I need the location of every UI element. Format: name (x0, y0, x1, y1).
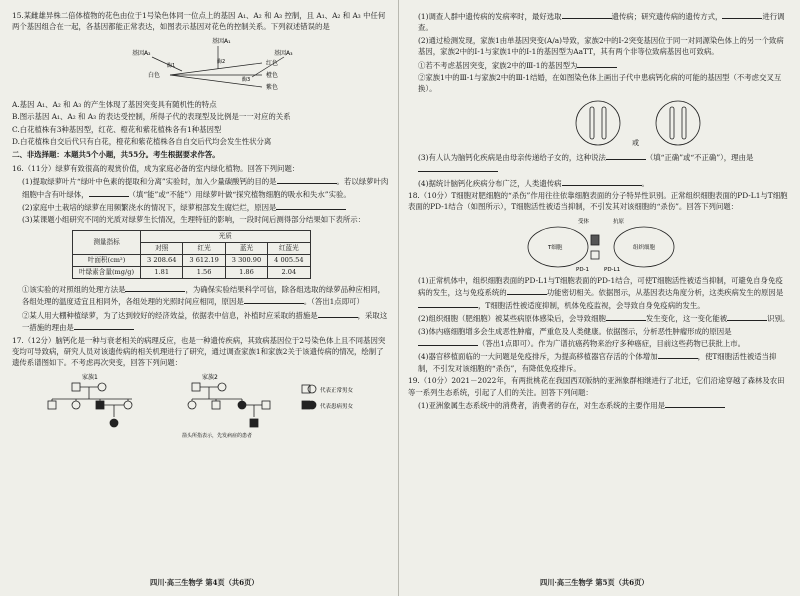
q18-blank-1 (507, 286, 547, 295)
q17-stem: 17.（12分）脑钙化是一种与衰老相关的病理反应，也是一种遗传疾病，其致病基因位于2号染色体上且不同基因突变均可导致病，研究人员对该遗传病的相关机理进行了研究，通过调查家族1和家族2关于该遗传病的情况，绘制了遗传系谱图如下。不考虑再次突变，回答下列问题： (12, 335, 386, 368)
q17-part2: (2)通过检测发现，家族1由单基因突变(A/a)导致，家族2中的Ⅰ-2突变基因位于同一对同源染色体上的另一个致病基因，家族2中的Ⅰ-1与家族1中的Ⅰ-1的基因型为AaTT，其有两个非等位致病基因也可致病。 (418, 35, 784, 57)
q16-stem: 16.（11分）绿萝有致很高的观赏价值，成为家庭必备的室内绿化植物。回答下列问题： (12, 163, 300, 173)
q16-blank-6 (318, 309, 358, 318)
q18-p2c-text: 识别。 (767, 314, 790, 324)
q16-p2-text: (2)家庭中土栽培的绿萝在用频繁浇水的情况下，绿萝根部发生腐烂烂，原因是 (22, 203, 277, 213)
q16-table-item2 (12, 309, 390, 334)
q17-p2a-text: ①若不考虑基因突变，家族2中的Ⅲ-1的基因型为 (418, 60, 578, 70)
table-row (73, 266, 311, 278)
q16-part1 (12, 175, 390, 200)
diagram-label-gene-a1: 基因A₁ (212, 37, 231, 45)
q15-option-c: C.白花植株有3种基因型，红花、橙花和紫花植株各有1种基因型 (12, 124, 222, 134)
pedigree-note: 箭头所指表示，先发病症的患者 (182, 432, 253, 439)
q18-blank-2 (418, 299, 478, 308)
q18-p1-text: (1)正常机体中，组织细胞表面的PD-L1与T细胞表面的PD-1结合，可使T细胞活性被适当抑制，可避免自身免疫病的发生，这与免疫系统的 (418, 275, 783, 298)
q18-part2 (408, 312, 790, 324)
table-cell: 3 300.90 (225, 254, 267, 266)
table-cell: 3 208.64 (141, 254, 183, 266)
diagram-label-purple: 紫色 (266, 83, 279, 91)
diagram-label-gene-a2: 基因A₂ (132, 49, 151, 57)
table-header-light: 光质 (141, 230, 311, 242)
table-cell: 4 005.54 (268, 254, 310, 266)
q16-p1-text: (1)提取绿萝叶片“绿叶中色素的提取和分离”实验时，加入少量碳酸钙的目的是 (22, 177, 277, 187)
q16-part2 (12, 201, 390, 213)
q18-part4 (408, 350, 790, 374)
q18-part1 (408, 275, 790, 311)
table-cell: 1.86 (225, 266, 267, 278)
diagram-label-enzyme2: 酶2 (217, 58, 226, 65)
q17-part2a (408, 59, 790, 71)
table-header-row (73, 230, 311, 242)
chromosome-2 (602, 107, 606, 139)
chromosome-1 (590, 107, 594, 139)
q17-blank-1 (562, 10, 612, 19)
q16-part3: (3)某课题小组研究不同的光质对绿萝生长情况，生理特征的影响，一段时间后测得部分结果如下表所示： (22, 215, 366, 225)
pedigree-male-normal (72, 383, 80, 391)
q18-tcell-figure (408, 215, 790, 273)
column-divider (398, 0, 399, 596)
pedigree-legend-normal: 代表正常男女 (320, 387, 354, 394)
q18-p3-text: (3)体内癌细胞增多会生成恶性肿瘤，严重危及人类健康。依据图示，分析恶性肿瘤形成的原因是 (418, 326, 732, 336)
q17-p4b-text: 。 (641, 178, 649, 188)
diagram-arrows (152, 46, 284, 87)
q16-p1b-text: 。若以绿萝叶肉细胞中含有叶绿体， (22, 177, 389, 199)
q18-blank-5 (418, 337, 478, 346)
q17-part3 (408, 151, 790, 176)
table-header-metric: 测量指标 (73, 230, 141, 254)
q17-p1-text: (1)调查人群中遗传病的发病率时，最好选取 (418, 12, 562, 21)
q18-p3b-text: （答出1点即可）。作为广谱抗癌药物来治疗多种癌症，目前这些药物已获批上市。 (478, 338, 746, 348)
tcell-label-tissue: 组织细胞 (633, 244, 656, 251)
pedigree-family1-label: 家族1 (82, 373, 98, 381)
table-col-red: 红光 (183, 242, 225, 254)
diagram-label-white: 白色 (148, 71, 161, 79)
q18-p2-text: (2)组织细胞（肥细胞）被某些病原体感染后，会导致细胞 (418, 314, 606, 324)
q17-chromosome-figure (408, 97, 790, 149)
table-col-blue: 蓝光 (225, 242, 267, 254)
q16-t2b-text: ，采取这一措施的理由是 (22, 310, 388, 333)
q18-blank-6 (658, 350, 698, 359)
q15-option-b: B.图示基因 A₁、A₂ 和 A₃ 的表达受控制，所得子代的表现型及比例是一一对应的关系 (12, 112, 291, 122)
table-row (73, 254, 311, 266)
q17-blank-5 (418, 163, 498, 172)
q15-diagram (12, 35, 390, 97)
chromosome-4 (682, 107, 686, 139)
q18-blank-3 (606, 312, 646, 321)
q15-option-a: A.基因 A₁、A₂ 和 A₃ 的产生体现了基因突变具有随机性的特点 (12, 99, 217, 109)
q17-part4 (408, 177, 790, 189)
tcell-diagram (408, 215, 790, 273)
pedigree-female-normal (98, 383, 106, 391)
q17-blank-2 (722, 10, 762, 19)
left-column (12, 10, 390, 586)
cell-outline-2 (656, 101, 700, 145)
q16-blank-2 (89, 188, 129, 197)
q18-p1c-text: ，T细胞活性被适度抑制，机体免疫监视，会导致自身免疫病的发生。 (478, 300, 705, 310)
q17-p1b-text: 遗传病；研究遗传病的遗传方式， (611, 12, 723, 21)
receptor-antigen-complex (591, 235, 599, 245)
table-cell: 3 612.19 (183, 254, 225, 266)
pedigree-family2-label: 家族2 (202, 373, 218, 381)
table-cell: 2.04 (268, 266, 310, 278)
pedigree-symbols (48, 383, 316, 427)
tcell-label-antigen: 抗原 (613, 218, 625, 225)
table-row-name: 叶绿素含量(mg/g) (73, 266, 141, 278)
table-col-control: 对照 (141, 242, 183, 254)
q19-blank-1 (665, 399, 725, 408)
q16-p1c-text: （填“能”或“不能”）用绿萝叶做 (128, 189, 233, 199)
q16-t1b-text: ，为确保实验结果科学可信，除各组选取的绿萝品种应相同，各组处理的温度适宜且相同外，各组处理的光照时间应相同，原因是 (22, 284, 386, 307)
diagram-label-gene-a3: 基因A₃ (274, 49, 293, 57)
q19-part1 (408, 399, 790, 411)
q17-pedigree-figure (12, 371, 390, 441)
q16-t2-text: ②某人用大棚种植绿萝，为了达到较好的经济效益，依据表中信息，补植时应采取的措施是 (22, 310, 318, 320)
table-col-redblue: 红蓝光 (268, 242, 310, 254)
page-footer-left: 四川·高三生物学 第4页（共6页） (150, 578, 259, 587)
q18-p2b-text: 发生变化，这一变化能被 (645, 314, 728, 324)
q15-option-d: D.白花植株自交后代只有白花，橙花和紫花植株各自自交后代均会发生性状分离 (12, 137, 272, 147)
pedigree-chart (12, 371, 390, 441)
q17-part2b: ②家族1中的Ⅲ-1与家族2中的Ⅲ-1结婚，在如图染色体上画出子代中患病钙化病的可能的基因型（不考虑交叉互换）。 (418, 73, 782, 94)
q18-part3 (408, 326, 790, 350)
q18-p4b-text: ，使T细胞活性被适当抑制，不引发对该细胞的“杀伤”，有降低免疫排斥。 (418, 352, 777, 373)
q16-blank-5 (244, 295, 304, 304)
table-cell: 1.56 (183, 266, 225, 278)
diagram-label-enzyme3: 酶3 (242, 76, 251, 83)
diagram-label-red: 红色 (266, 59, 279, 67)
q15-stem: 15.某雌雄异株二倍体植物的花色由位于1号染色体同一位点上的基因 A₁、A₂ 和 A₃ 控制，且 A₁、A₂ 和 A₃ 中任何两个基因组合在一起，各基因都能正常表达，如图表示基因对花色的控制关系。下列叙述错误的是 (12, 11, 386, 32)
diagram-label-orange: 橙色 (266, 71, 279, 79)
chromosome-or-label: 或 (632, 138, 639, 147)
q16-blank-4 (125, 283, 185, 292)
cell-outline-1 (576, 101, 620, 145)
tcell-label-pd1: PD-1 (576, 266, 590, 273)
q17-part1 (408, 10, 790, 34)
diagram-label-enzyme1: 酶1 (167, 62, 176, 69)
pedigree-legend-affected: 代表患病男女 (320, 403, 354, 410)
right-column (408, 10, 790, 586)
flower-color-pathway-diagram (12, 35, 390, 97)
q16-t1c-text: 。（答出1点即可） (303, 297, 364, 307)
tcell-label-pdl1: PD-L1 (604, 266, 621, 273)
tcell-label-tcell: T细胞 (548, 244, 563, 251)
q18-p4-text: (4)器官移植面临的一大问题是免疫排斥，为提高移植器官存活的个体增加 (418, 352, 658, 362)
section-2-heading: 二、非选择题：本题共5个小题，共55分。考生根据要求作答。 (12, 150, 220, 160)
q16-p1d-text: “探究植物细胞的吸水和失水”实验。 (232, 189, 351, 199)
q17-blank-4 (606, 151, 646, 160)
table-row-name: 叶面积(cm²) (73, 254, 141, 266)
q16-blank-3 (276, 201, 346, 210)
q16-table-item1 (12, 283, 390, 308)
q17-blank-3 (577, 59, 617, 68)
q16-blank-1 (277, 175, 337, 184)
q17-blank-6 (562, 177, 642, 186)
q17-p1c-text: 进行调查。 (418, 12, 785, 33)
q16-t1-text: ①该实验的对照组的处理方法是 (22, 284, 126, 294)
chromosome-3 (670, 107, 674, 139)
q16-blank-7 (74, 321, 134, 330)
q17-p4-text: (4)据统计脑钙化疾病分布广泛，人类遗传病 (418, 178, 562, 188)
page-footer-right: 四川·高三生物学 第5页（共6页） (540, 578, 649, 587)
table-cell: 1.81 (141, 266, 183, 278)
q17-p3b-text: （填“正确”或“不正确”），理由是 (645, 152, 754, 162)
q17-p3-text: (3)有人认为脑钙化疾病是由母亲传递给子女的，这种说法 (418, 152, 606, 162)
q18-stem: 18.（10分）T细胞对肥细胞的“杀伤”作用往往依靠细胞表面的分子特异性识别。正常组织细胞表面的PD-L1与T细胞表面的PD-1结合（如图所示），T细胞活性被适当抑制，不引发其对该细胞的“杀伤”。回答下列问题： (408, 191, 788, 212)
q18-p1b-text: 功能密切相关。依据图示，从基因表达角度分析，这类疾病发生的原因是 (546, 288, 784, 298)
q16-results-table (72, 230, 311, 279)
pd1-pdl1-complex (591, 251, 599, 259)
tcell-label-receptor: 受体 (578, 218, 590, 225)
q19-stem: 19.（10分）2021－2022年，有两批桃花在我国西双版纳的亚洲象群相继进行了北迁，它们沿途穿越了森林及农田等一系列生态系统，引起了人们的关注。回答下列问题： (408, 376, 785, 397)
chromosome-drawing (408, 97, 790, 149)
q19-p1-text: (1)亚洲象属生态系统中的消费者，消费者的存在，对生态系统的主要作用是 (418, 400, 665, 410)
q18-blank-4 (727, 312, 767, 321)
